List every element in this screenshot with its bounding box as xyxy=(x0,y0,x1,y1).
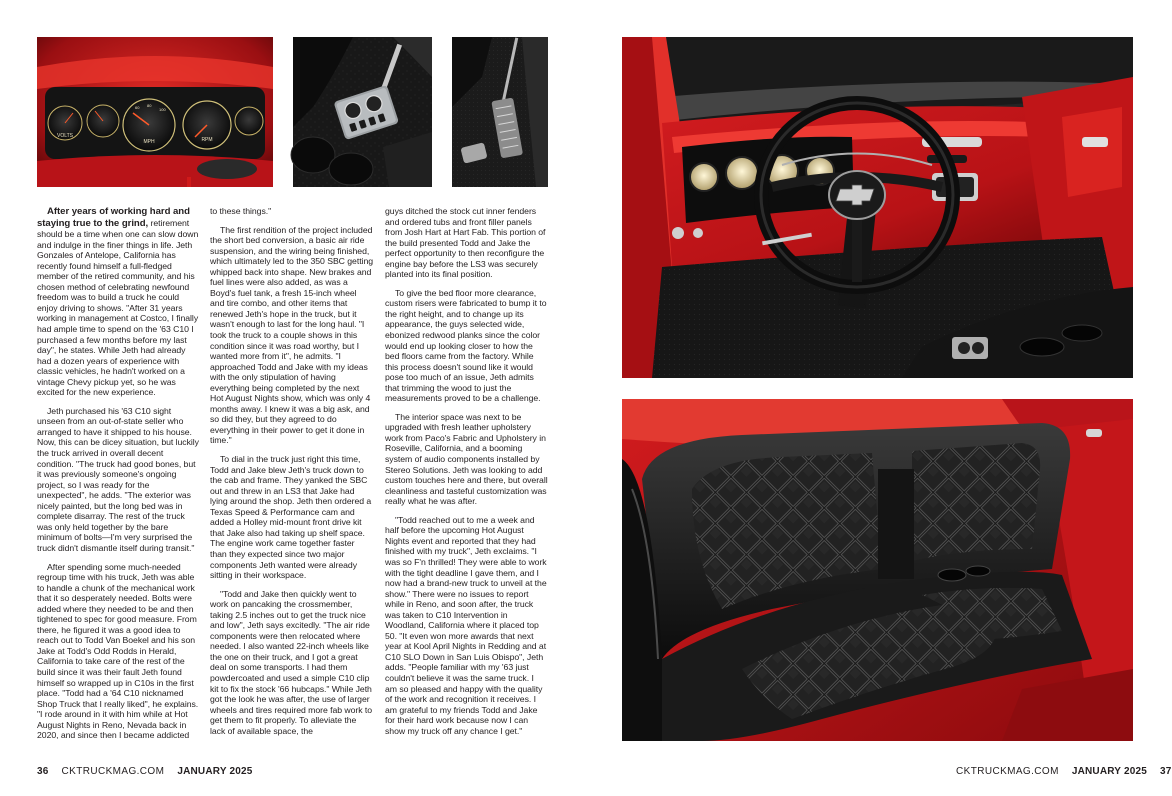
photo-gauge-cluster xyxy=(37,37,273,187)
gauge-rpm-label: RPM xyxy=(201,137,213,143)
photo-console-gauges xyxy=(293,37,432,187)
magazine-website: CKTRUCKMAG.COM xyxy=(956,766,1059,777)
right-page xyxy=(585,0,1170,796)
speedo-tick-label: 100 xyxy=(159,107,166,112)
left-page-footer xyxy=(37,766,263,777)
issue-date: JANUARY 2025 xyxy=(1071,766,1148,777)
right-page-footer xyxy=(956,766,1172,777)
page-number: 36 xyxy=(37,766,49,777)
photo-pedals xyxy=(452,37,548,187)
left-page xyxy=(0,0,585,796)
article-paragraph: "Todd reached out to me a week and half before the upcoming Hot August Nights event and reported that they had finished with my truck", Jeth exclaims. "I was so F'n thrilled! They were able to work with the tight deadline I gave them, and I now had a brand-new truck to unveil at the show." There were no issues to report while in Reno, and soon after, the truck was taken to C10 Intervention in Woodland, California where it placed top 50. "It even won more awards that next year at Kool April Nights in Redding and at C10 SLO Down in San Luis Obispo", Jeth adds. "People familiar with my '63 just couldn't believe it was the same truck. I am so pleased and happy with the quality of the work and recognition it receives. I am grateful to my friends Todd and Jake for their hard work because now I can show my truck off any chance I get." xyxy=(385,514,547,736)
article-paragraph: The interior space was next to be upgraded with fresh leather upholstery work from Paco's Fabric and Upholstery in Roseville, California, and a booming system of audio components installed by Stereo Solutions. Jeth was looking to add custom touches here and there, but overall cleanliness and tasteful customization was really what he was after. xyxy=(385,411,548,507)
gauge-mph-label: MPH xyxy=(143,139,155,145)
article-paragraph: Jeth purchased his '63 C10 sight unseen from an out-of-state seller who arranged to have it shipped to his house. Now, this can be dicey situation, but luckily the truck arrived in overall decent condition. "The truck had good bones, but it was previously someone's ongoing project, so I was ready for the unexpected", he adds. "The exterior was nicely painted, but the long bed was in complete disarray. The rest of the truck was only held together by the bare minimum of bolts—I'm very surprised the truck didn't dismantle itself during transit." xyxy=(37,405,199,553)
article-paragraph: guys ditched the stock cut inner fenders and ordered tubs and front filler panels from Josh Hart at Hart Fab. This portion of the build presented Todd and Jake the perfect opportunity to then reconfigure the engine bay before the LS3 was securely planted into its final position. xyxy=(385,206,546,280)
magazine-website: CKTRUCKMAG.COM xyxy=(61,766,165,777)
article-column-1 xyxy=(37,206,199,749)
page-number: 37 xyxy=(1160,766,1172,777)
article-lead-in: After years of working hard and staying true to the grind, xyxy=(37,206,190,229)
photo-bench-seat xyxy=(622,399,1133,741)
issue-date: JANUARY 2025 xyxy=(177,766,253,777)
article-paragraph: To dial in the truck just right this time, Todd and Jake blew Jeth's truck down to the cab and frame. They yanked the SBC out and threw in an LS3 that Jake had lying around the shop. Jeth then ordered a Texas Speed & Performance cam and added a Holley mid-mount front drive kit that Jake also had taking up shelf space. The engine work came together faster than they expected since two major components Jeth wanted were already sitting in their workspace. xyxy=(210,454,372,581)
article-paragraph: to these things." xyxy=(210,206,272,216)
article-paragraph: After spending some much-needed regroup time with his truck, Jeth was able to handle a chunk of the mechanical work that it so desperately needed. Bolts were added where they needed to be and then tightened to spec for good measure. From there, he figured it was a good idea to reach out to Todd Van Boekel and his son Jake at Todd's Odd Rodds in Herald, California to take care of the rest of the build since it was their fault Jeth found himself so wrapped up in C10s in the first place. "Todd had a '64 C10 nicknamed Shop Truck that I really liked", he explains. "I rode around in it with him while at Hot August Nights in Reno, Nevada back in 2020, and since then I became addicted xyxy=(37,561,199,741)
article-paragraph: retirement should be a time when one can slow down and indulge in the finer things in life. Jeth Gonzales of Antelope, California has recently found himself a full-fledged member of the retired community, and his chosen method of celebrating newfound freedom was to build a truck he could enjoy driving to shows. "After 31 years working in management at Costco, I finally had ample time to spend on the '63 C10 I purchased a few months before my last day", he states. While Jeth had already had a dozen years of experience with classic vehicles, he hadn't worked on a vintage Chevy pickup yet, so he was excited for the new experience. xyxy=(37,217,199,398)
article-paragraph: "Todd and Jake then quickly went to work on pancaking the crossmember, taking 2.5 inches out to get the truck nice and low", Jeth says excitedly. "The air ride components were then relocated where needed. I also wanted 22-inch wheels like the one on their truck, and I got a great deal on some transports. I had them powdercoated and used a simple C10 clip kit to fix the stock '66 hubcaps." While Jeth got the look he was after, the use of larger wheels and tires required more fab work to get them to fit properly. To alleviate the lack of available space, the xyxy=(210,588,373,736)
gauge-volts-label: VOLTS xyxy=(56,133,74,139)
speedo-tick-label: 60 xyxy=(135,105,140,110)
article-column-3 xyxy=(385,206,548,744)
speedo-tick-label: 80 xyxy=(147,103,152,108)
article-paragraph: The first rendition of the project included the short bed conversion, a basic air ride suspension, and the wiring being finished, which ultimately led to the 350 SBC getting whipped back into shape. New brakes and fuel lines were also added, as was a Boyd's fuel tank, a fresh 15-inch wheel and tire combo, and other items that renewed Jeth's hope in the truck, but it wasn't enough to last for the long haul. "I took the truck to a couple shows in this condition since it was road worthy, but I wanted more from it", he admits. "I approached Todd and Jake with my ideas with the only stipulation of having everything being completed by the next Hot August Nights show, which was only 4 months away. I knew it was a big ask, and so did they, but they agreed to do everything in their power to get it done in time." xyxy=(210,224,374,446)
article-paragraph: To give the bed floor more clearance, custom risers were fabricated to bump it to the right height, and to change up its appearance, the guys selected wide, ebonized redwood planks since the color would end up looking closer to how the bed floors came from the factory. While this process doesn't sound like it would pose too much of an issue, Jeth admits that trimming the wood to just the measurements proved to be a challenge. xyxy=(385,287,547,404)
article-column-2 xyxy=(210,206,373,744)
photo-steering-wheel-dash xyxy=(622,37,1133,378)
